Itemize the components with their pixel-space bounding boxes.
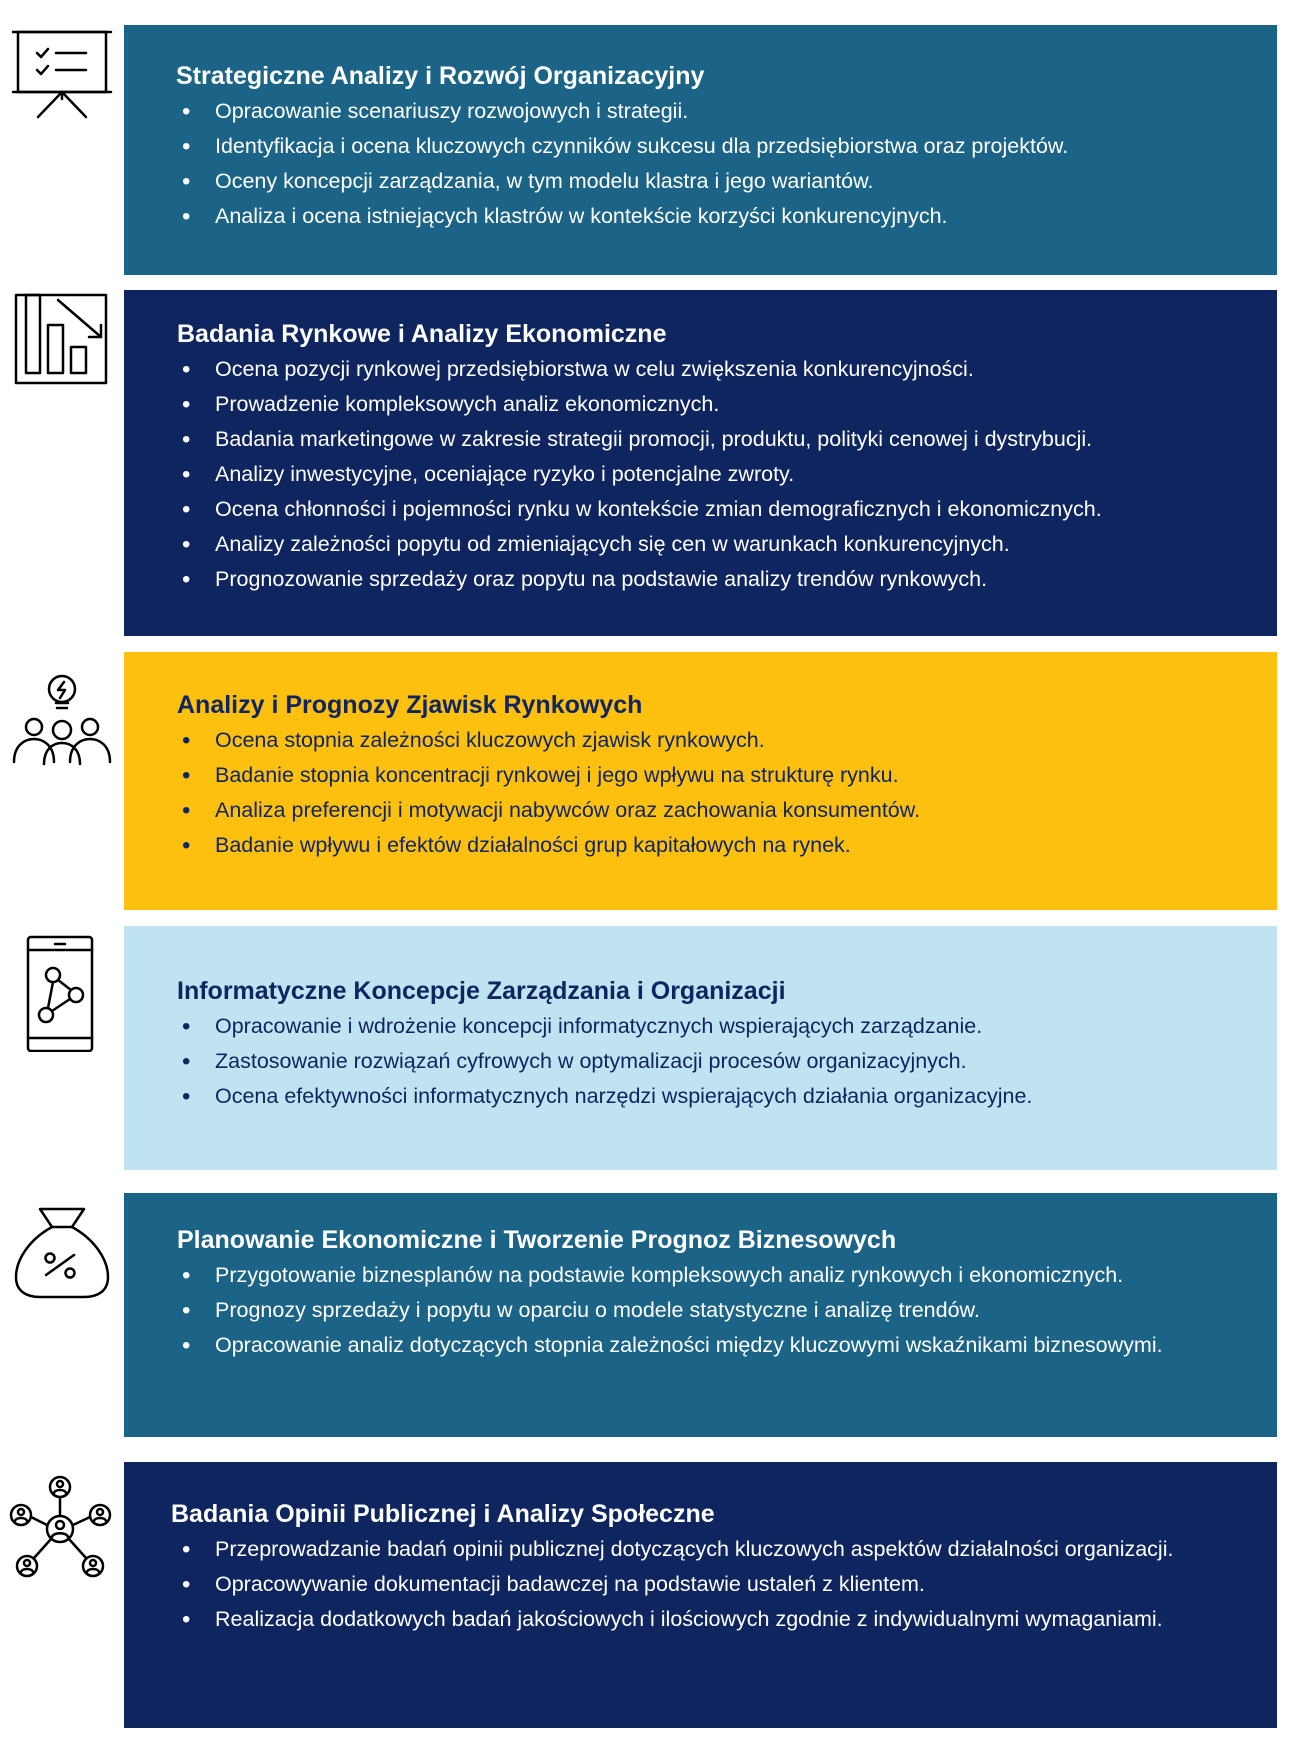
list-item: • Analiza preferencji i motywacji nabywców oraz zachowania konsumentów. (182, 793, 1257, 828)
panel-market-phenomena (124, 652, 1277, 910)
list-item: • Opracowanie scenariuszy rozwojowych i strategii. (182, 94, 1257, 129)
section-title: Strategiczne Analizy i Rozwój Organizacyjny (176, 62, 705, 90)
money-bag-percent-icon (0, 1203, 124, 1303)
list-item: • Badania marketingowe w zakresie strategii promocji, produktu, polityki cenowej i dystrybucji. (182, 422, 1257, 457)
list-item: • Badanie stopnia koncentracji rynkowej i jego wpływu na strukturę rynku. (182, 758, 1257, 793)
list-item: • Badanie wpływu i efektów działalności grup kapitałowych na rynek. (182, 828, 1257, 863)
list-item: • Zastosowanie rozwiązań cyfrowych w optymalizacji procesów organizacyjnych. (182, 1044, 1257, 1079)
section-title: Informatyczne Koncepcje Zarządzania i Organizacji (177, 977, 786, 1005)
list-item: • Przeprowadzanie badań opinii publicznej dotyczących kluczowych aspektów działalności organizacji. (182, 1532, 1257, 1567)
bar-chart-growth-icon (0, 290, 124, 390)
panel-public-opinion (124, 1462, 1277, 1728)
section-public-opinion (0, 1462, 1300, 1728)
list-item: • Opracowanie analiz dotyczących stopnia zależności między kluczowymi wskaźnikami biznesowymi. (182, 1328, 1257, 1363)
panel-market-research (124, 290, 1277, 636)
list-item: • Identyfikacja i ocena kluczowych czynników sukcesu dla przedsiębiorstwa oraz projektów. (182, 129, 1257, 164)
section-title: Analizy i Prognozy Zjawisk Rynkowych (177, 691, 643, 719)
section-market-phenomena (0, 652, 1300, 910)
list-item: • Analiza i ocena istniejących klastrów w kontekście korzyści konkurencyjnych. (182, 199, 1257, 234)
list-item: • Przygotowanie biznesplanów na podstawie kompleksowych analiz rynkowych i ekonomicznych. (182, 1258, 1257, 1293)
people-network-icon (0, 1472, 124, 1582)
panel-it-management (124, 926, 1277, 1170)
list-item: • Ocena efektywności informatycznych narzędzi wspierających działania organizacyjne. (182, 1079, 1257, 1114)
team-idea-lightbulb-icon (0, 672, 124, 772)
list-item: • Opracowywanie dokumentacji badawczej na podstawie ustaleń z klientem. (182, 1567, 1257, 1602)
list-item: • Prowadzenie kompleksowych analiz ekonomicznych. (182, 387, 1257, 422)
list-item: • Ocena pozycji rynkowej przedsiębiorstwa w celu zwiększenia konkurencyjności. (182, 352, 1257, 387)
list-item: • Ocena stopnia zależności kluczowych zjawisk rynkowych. (182, 723, 1257, 758)
list-item: • Ocena chłonności i pojemności rynku w kontekście zmian demograficznych i ekonomicznych. (182, 492, 1257, 527)
section-it-management (0, 926, 1300, 1170)
panel-strategic-analysis (124, 25, 1277, 275)
panel-economic-planning (124, 1193, 1277, 1437)
bullet-list (182, 1258, 1257, 1363)
list-item: • Prognozy sprzedaży i popytu w oparciu o modele statystyczne i analizę trendów. (182, 1293, 1257, 1328)
list-item: • Prognozowanie sprzedaży oraz popytu na podstawie analizy trendów rynkowych. (182, 562, 1257, 597)
list-item: • Oceny koncepcji zarządzania, w tym modelu klastra i jego wariantów. (182, 164, 1257, 199)
section-strategic-analysis (0, 25, 1300, 275)
bullet-list (182, 723, 1257, 863)
section-title: Planowanie Ekonomiczne i Tworzenie Prognoz Biznesowych (177, 1226, 897, 1254)
list-item: • Analizy zależności popytu od zmieniających się cen w warunkach konkurencyjnych. (182, 527, 1257, 562)
bullet-list (182, 1532, 1257, 1637)
bullet-list (182, 1009, 1257, 1114)
section-title: Badania Rynkowe i Analizy Ekonomiczne (177, 320, 667, 348)
section-economic-planning (0, 1193, 1300, 1437)
list-item: • Opracowanie i wdrożenie koncepcji informatycznych wspierających zarządzanie. (182, 1009, 1257, 1044)
presentation-board-checklist-icon (0, 25, 124, 125)
section-market-research (0, 290, 1300, 636)
bullet-list (182, 352, 1257, 597)
bullet-list (182, 94, 1257, 234)
list-item: • Analizy inwestycyjne, oceniające ryzyko i potencjalne zwroty. (182, 457, 1257, 492)
smartphone-network-icon (0, 932, 124, 1052)
section-title: Badania Opinii Publicznej i Analizy Społeczne (171, 1500, 715, 1528)
list-item: • Realizacja dodatkowych badań jakościowych i ilościowych zgodnie z indywidualnymi wymaganiami. (182, 1602, 1257, 1637)
